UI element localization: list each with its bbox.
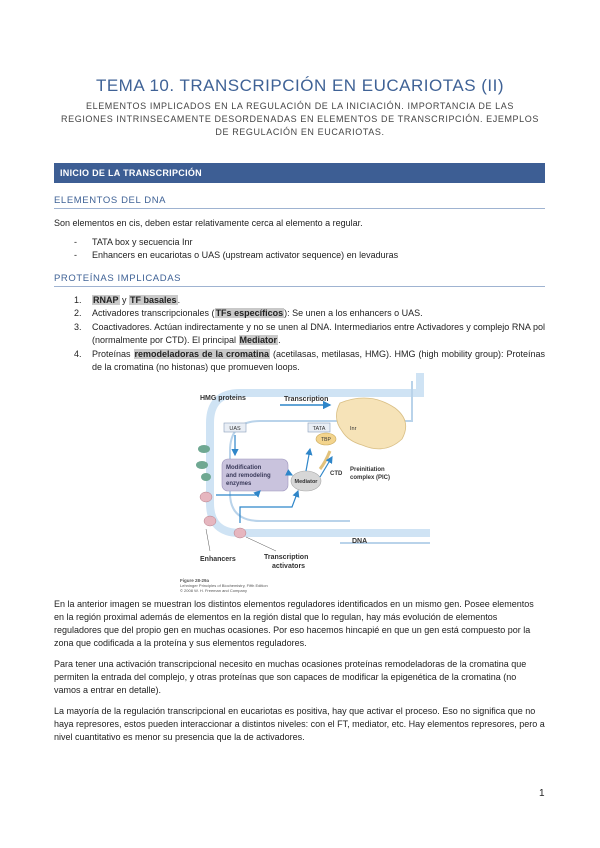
highlight-tf-basales: TF basales: [130, 295, 177, 305]
highlight-rnap: RNAP: [93, 295, 119, 305]
transcription-label: Transcription: [284, 396, 329, 403]
numbered-item-2: [74, 307, 545, 320]
enhancers-label: Enhancers: [200, 556, 236, 563]
list-item: [74, 249, 398, 262]
hmg-label: HMG proteins: [200, 395, 246, 402]
tata-label: TATA: [312, 426, 326, 432]
item-text: ): Se unen a los enhancers o UAS.: [284, 308, 423, 318]
preinitiation-complex: [336, 398, 405, 449]
heading-proteinas: PROTEÍNAS IMPLICADAS: [54, 273, 545, 287]
tbp-label: TBP: [321, 437, 331, 443]
dna-label: DNA: [352, 538, 368, 545]
elementos-intro: Son elementos en cis, deben estar relativamente cerca al elemento a regular.: [54, 218, 363, 228]
caption-line: Lehninger Principles of Biochemistry, Fifth Edition: [180, 583, 268, 588]
hmg-protein-shape: [198, 445, 210, 453]
ctd-tail: [320, 451, 330, 469]
highlight-tfs-especificos: TFs específicos: [215, 308, 284, 318]
uas-label: UAS: [229, 426, 241, 432]
list-item-text: TATA box y secuencia Inr: [92, 237, 193, 247]
hmg-protein-shape: [201, 473, 211, 481]
arrow-enzymes-mediator: [288, 473, 292, 475]
item-text: Proteínas: [92, 349, 134, 359]
paragraph-3: La mayoría de la regulación transcripcional en eucariotas es positiva, hay que activar el proceso. Eso no significa que no haya represores, estos pueden interaccionar a distintos niveles: con el FT, mediator, etc. Hay elementos represores, pero a nivel cuantitativo es menor su presencia que la de activadores.: [54, 706, 545, 742]
item-text: Activadores transcripcionales (: [92, 308, 215, 318]
item-text: y: [119, 295, 130, 305]
page-title: TEMA 10. TRANSCRIPCIÓN EN EUCARIOTAS (II): [95, 76, 505, 95]
numbered-item-1: [74, 294, 545, 307]
item-text: (acetilasas, metilasas, HMG). HMG (high mobility group): Proteínas de la cromatina (no histonas) que promueven loops.: [92, 349, 545, 372]
item-text: .: [278, 335, 281, 345]
activator-shape: [200, 492, 212, 502]
highlight-mediator: Mediator: [239, 335, 278, 345]
activator-shape: [204, 516, 216, 526]
transcription-regulation-figure: [180, 373, 430, 585]
caption-line: © 2008 W. H. Freeman and Company: [180, 588, 247, 593]
paragraph-1: En la anterior imagen se muestran los distintos elementos reguladores identificados en un mismo gen. Posee elementos en la región proximal además de elementos en la región distal que lo regulan, hay más evolución de elementos reguladores que del propio gen en muchas ocasiones. Por eso hacemos hincapié en que un gen está compuesto por la zona que codificada a la proteína y sus elementos reguladores.: [54, 599, 534, 648]
mod-label-3: enzymes: [226, 481, 252, 487]
numbered-item-4: [74, 348, 545, 374]
arrow-enhancer-enzymes: [216, 491, 260, 495]
mediator-label: Mediator: [294, 479, 318, 485]
figure-caption: [180, 578, 268, 593]
paragraph-2: Para tener una activación transcripcional necesito en muchas ocasiones proteínas remodeladoras de la cromatina que permiten la entrada del complejo, y otras proteínas que son capaces de modificar la epigenética de la cromatina (no vamos a entrar en detalle).: [54, 659, 527, 695]
numbered-item-3: [74, 321, 545, 347]
dash-bullet: -: [74, 237, 77, 247]
activator-shape: [234, 528, 246, 538]
highlight-remodeladoras: remodeladoras de la cromatina: [134, 349, 270, 359]
dash-bullet: -: [74, 250, 77, 260]
page-subtitle: ELEMENTOS IMPLICADOS EN LA REGULACIÓN DE LA INICIACIÓN. IMPORTANCIA DE LAS REGIONES INTRINSECAMENTE DESORDENADAS EN ELEMENTOS DE TRANSCRIPCIÓN. EJEMPLOS DE REGULACIÓN EN EUCARIOTAS.: [61, 101, 539, 137]
page-number: 1: [539, 788, 545, 799]
ctd-label: CTD: [330, 471, 343, 477]
list-item-text: Enhancers en eucariotas o UAS (upstream activator sequence) en levaduras: [92, 250, 399, 260]
inr-label: Inr: [350, 426, 357, 432]
leader-line: [206, 529, 210, 551]
transcription-activators-label-2: activators: [272, 563, 306, 570]
transcription-activators-label-1: Transcription: [264, 554, 309, 561]
section-header-inicio: INICIO DE LA TRANSCRIPCIÓN: [54, 163, 545, 183]
item-number: 2.: [74, 308, 82, 318]
heading-elementos-dna: ELEMENTOS DEL DNA: [54, 195, 545, 209]
item-text: .: [177, 295, 181, 305]
item-number: 1.: [74, 295, 82, 305]
mod-label-2: and remodeling: [226, 473, 271, 479]
leader-line: [246, 537, 276, 551]
list-item: [74, 236, 193, 249]
pic-label-2: complex (PIC): [350, 475, 391, 481]
arrow-mediator-tbp: [306, 449, 310, 471]
arrow-activators-mediator: [240, 491, 298, 523]
hmg-protein-shape: [196, 461, 208, 469]
item-number: 3.: [74, 322, 82, 332]
mod-label-1: Modification: [226, 465, 262, 471]
item-text: Coactivadores. Actúan indirectamente y no se unen al DNA. Intermediarios entre Activadores y complejo RNA pol (normalmente por CTD). El principal: [92, 322, 545, 345]
item-number: 4.: [74, 349, 82, 359]
caption-line: Figure 28-29a: [180, 578, 210, 583]
pic-label-1: Preinitiation: [350, 467, 385, 473]
